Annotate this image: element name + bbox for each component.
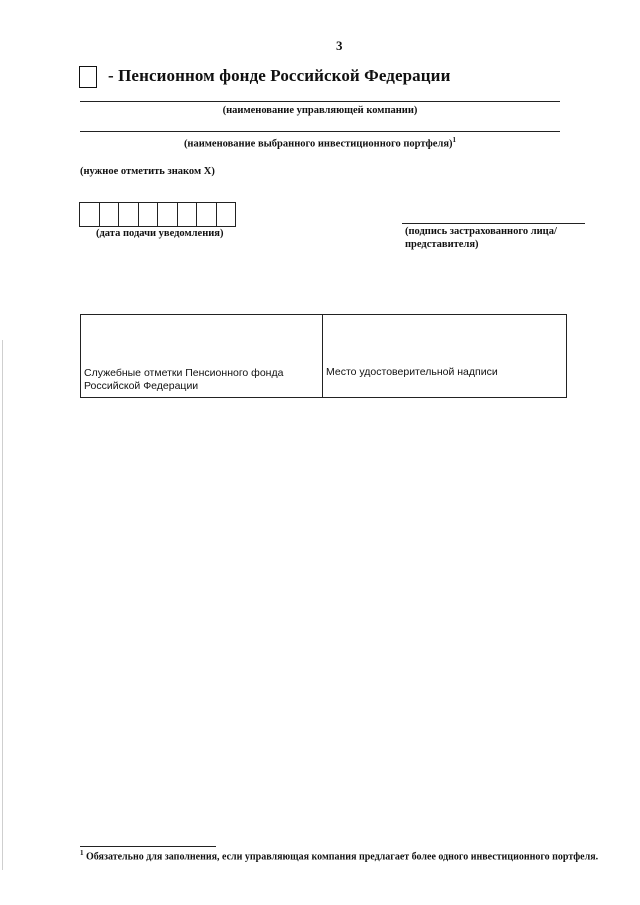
date-cell[interactable] <box>119 203 139 226</box>
certification-cell[interactable] <box>323 315 566 397</box>
date-cell[interactable] <box>139 203 159 226</box>
pfr-notes-label-line2: Российской Федерации <box>84 380 199 392</box>
pfr-option-checkbox[interactable] <box>79 66 97 88</box>
date-cell[interactable] <box>217 203 237 226</box>
date-cell[interactable] <box>178 203 198 226</box>
signature-line[interactable] <box>402 223 585 224</box>
footnote-mark: 1 <box>80 849 84 857</box>
date-cell[interactable] <box>100 203 120 226</box>
signature-caption <box>405 225 585 251</box>
management-company-caption: (наименование управляющей компании) <box>222 105 418 116</box>
instruction-text: (нужное отметить знаком X) <box>80 166 215 177</box>
portfolio-line[interactable] <box>80 131 560 132</box>
footnote-separator <box>80 846 216 847</box>
date-cell[interactable] <box>197 203 217 226</box>
scan-margin-line <box>2 340 3 870</box>
date-caption: (дата подачи уведомления) <box>96 228 224 239</box>
management-company-line[interactable] <box>80 101 560 102</box>
certification-label: Место удостоверительной надписи <box>326 366 498 378</box>
date-cell[interactable] <box>158 203 178 226</box>
signature-caption-line2: представителя) <box>405 239 479 250</box>
portfolio-footnote-mark: 1 <box>452 136 457 144</box>
page-number: 3 <box>336 38 343 53</box>
pfr-notes-label <box>84 367 283 393</box>
portfolio-caption: (наименование выбранного инвестиционного портфеля) <box>183 138 453 150</box>
footnote-text: Обязательно для заполнения, если управляющая компания предлагает более одного инвестиционного портфеля. <box>86 851 599 863</box>
portfolio-caption-wrap <box>80 136 560 150</box>
pfr-notes-cell[interactable] <box>81 315 323 397</box>
signature-caption-line1: (подпись застрахованного лица/ <box>405 226 557 237</box>
date-cell[interactable] <box>80 203 100 226</box>
service-notes-table <box>80 314 567 398</box>
pfr-option-label: - Пенсионном фонде Российской Федерации <box>108 66 451 85</box>
footnote <box>80 849 598 862</box>
date-input-cells[interactable] <box>79 202 236 227</box>
pfr-notes-label-line1: Служебные отметки Пенсионного фонда <box>84 367 284 379</box>
